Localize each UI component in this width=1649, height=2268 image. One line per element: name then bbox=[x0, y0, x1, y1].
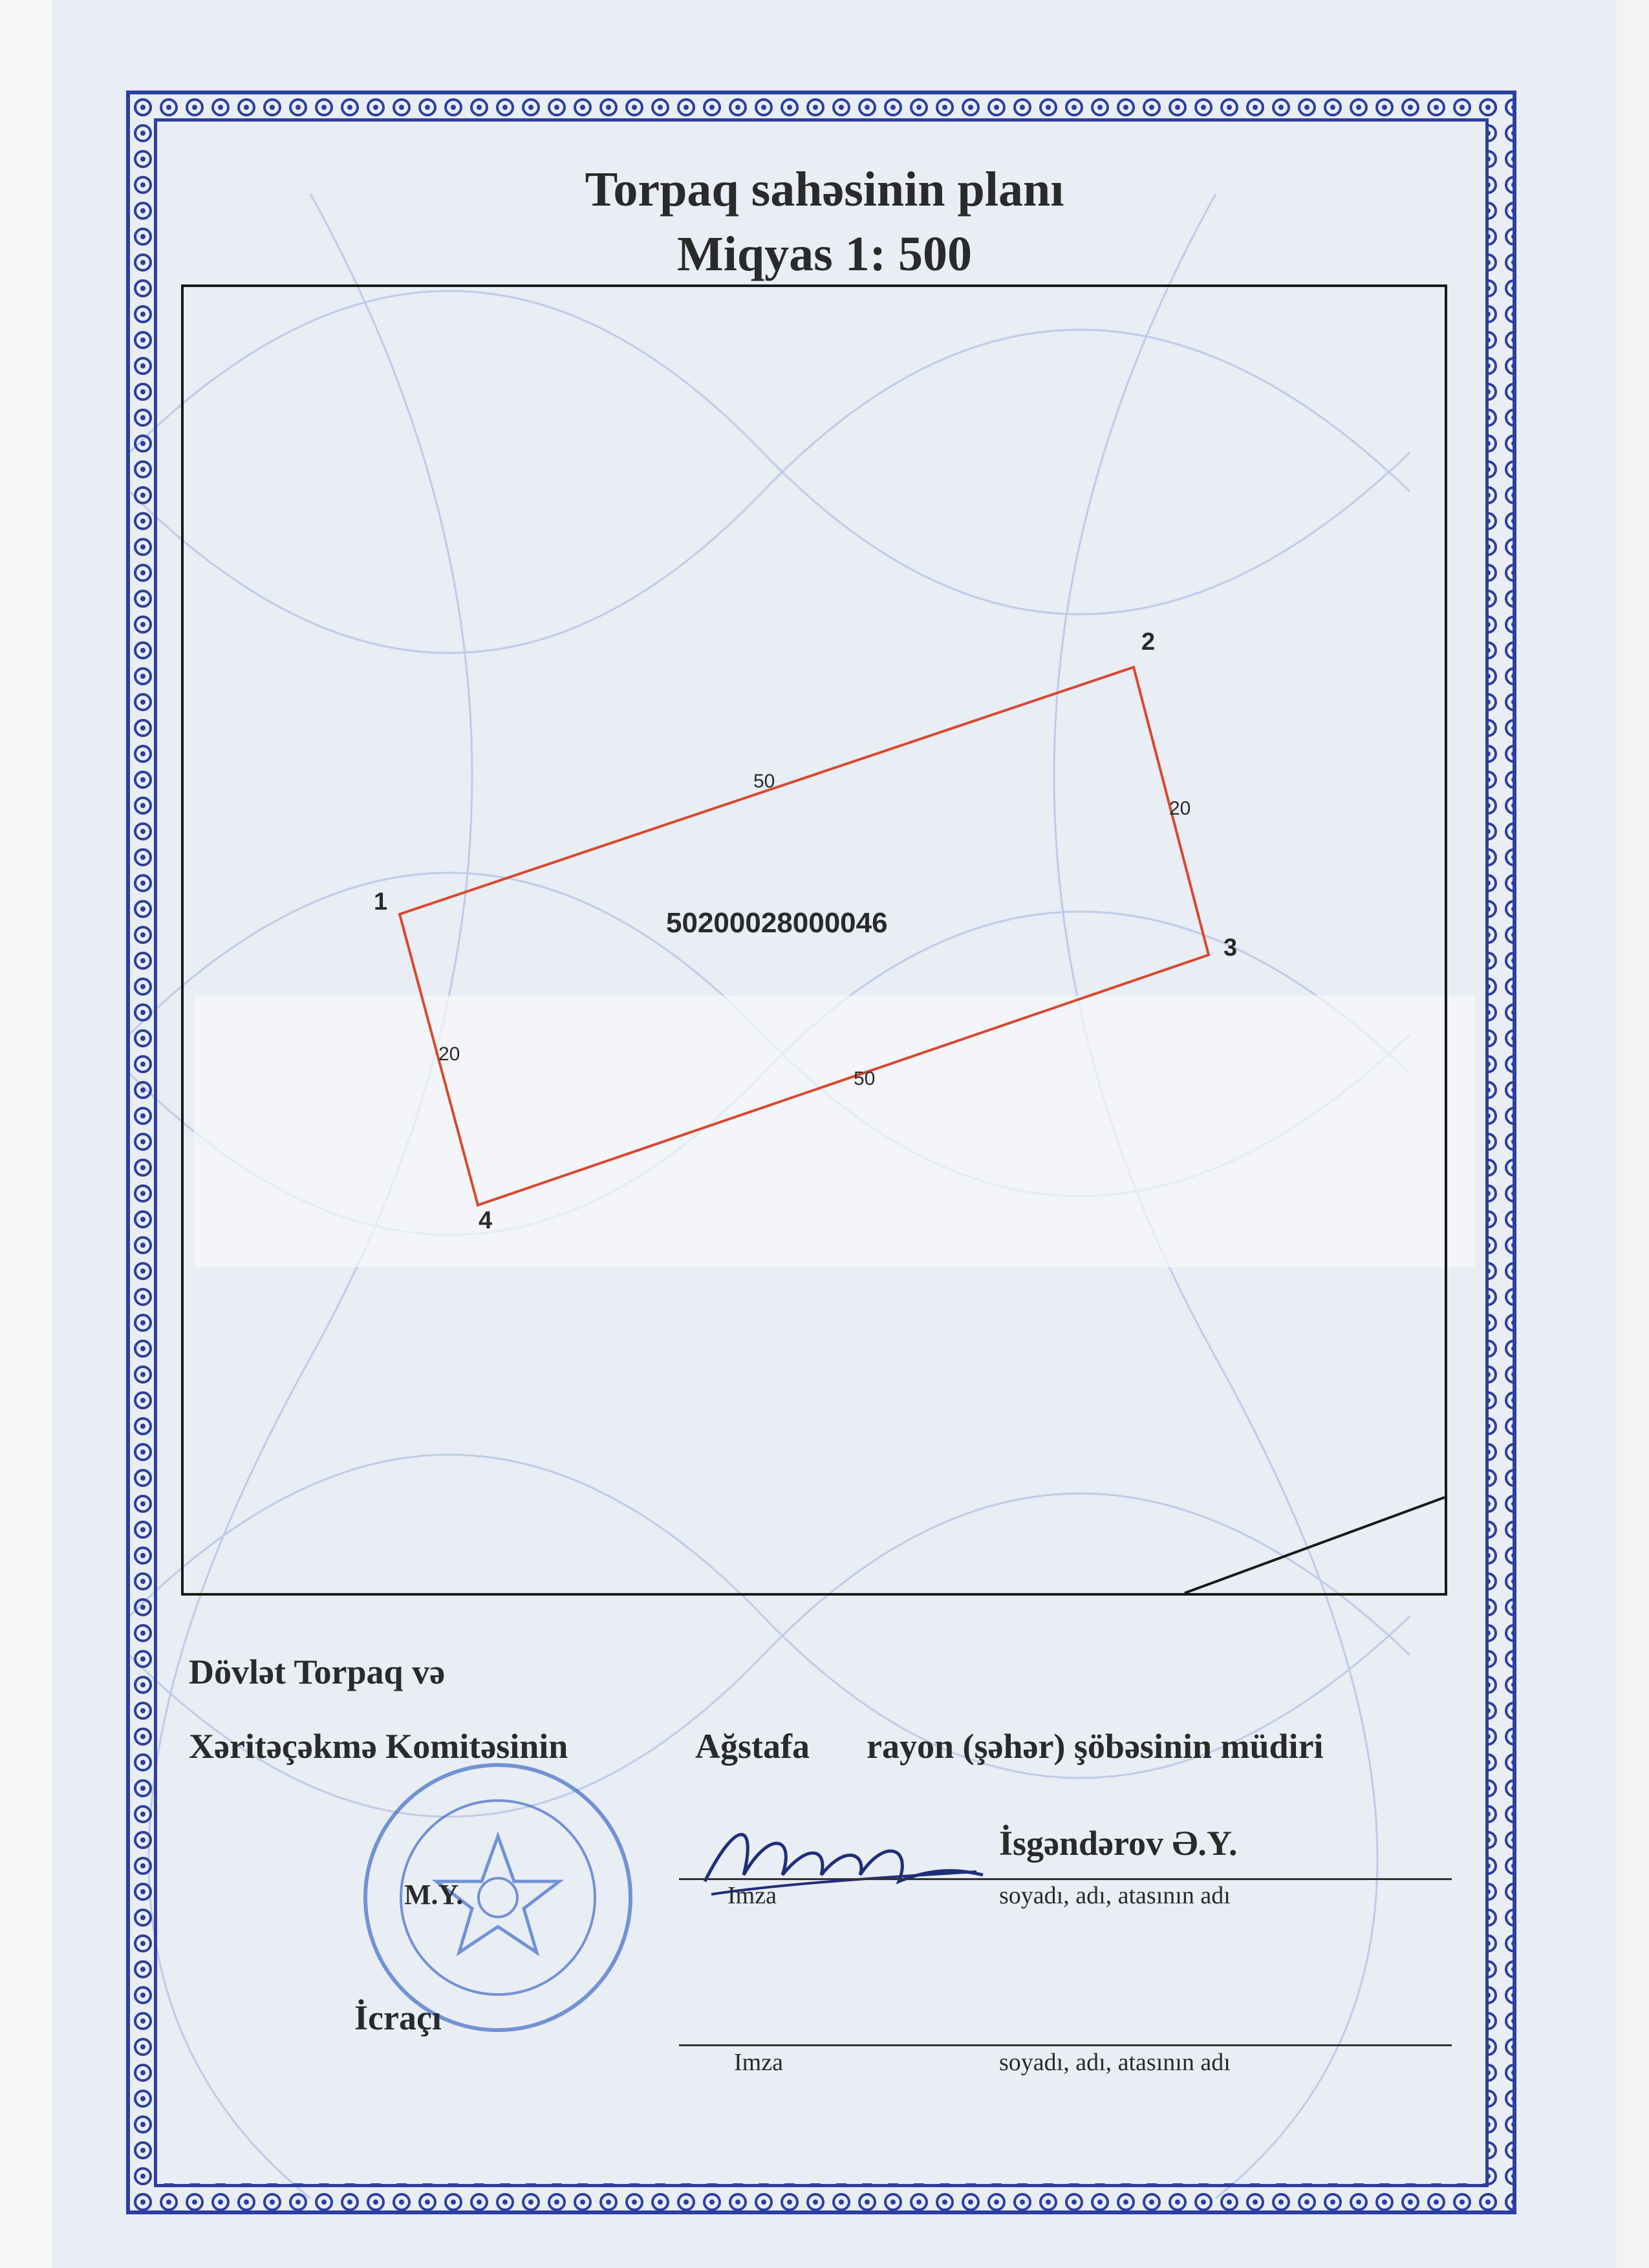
paper-margin bbox=[0, 0, 52, 2268]
corner-diagonal bbox=[1185, 1497, 1445, 1593]
committee-line-1: Dövlət Torpaq və bbox=[189, 1653, 446, 1691]
vertex-1-label: 1 bbox=[374, 888, 388, 915]
scale-label: Miqyas 1: 500 bbox=[677, 227, 972, 281]
vertex-2-label: 2 bbox=[1141, 628, 1156, 656]
document-title: Torpaq sahəsinin planı bbox=[585, 162, 1064, 217]
parcel-plan bbox=[181, 284, 1447, 1596]
side-length-top: 50 bbox=[753, 771, 775, 792]
name-caption-2: soyadı, adı, atasının adı bbox=[999, 2049, 1231, 2076]
side-length-left: 20 bbox=[438, 1043, 460, 1065]
side-length-right: 20 bbox=[1169, 798, 1191, 819]
name-caption-1: soyadı, adı, atasının adı bbox=[999, 1882, 1231, 1909]
vertex-3-label: 3 bbox=[1223, 934, 1238, 961]
official-stamp bbox=[359, 1759, 637, 2037]
signature-caption-1: Imza bbox=[727, 1882, 777, 1909]
side-length-bottom: 50 bbox=[854, 1068, 876, 1089]
district-name: Ağstafa bbox=[695, 1727, 810, 1766]
signature-caption-2: Imza bbox=[734, 2049, 783, 2076]
vertex-4-label: 4 bbox=[479, 1207, 493, 1234]
signature-line-1 bbox=[679, 1878, 1452, 1880]
director-name: İsgəndərov Ə.Y. bbox=[999, 1824, 1238, 1863]
department-title: rayon (şəhər) şöbəsinin müdiri bbox=[867, 1727, 1324, 1766]
committee-line-2: Xəritəçəkmə Komitəsinin bbox=[189, 1727, 568, 1766]
signature-line-2 bbox=[679, 2044, 1452, 2046]
stamp-label: M.Y. bbox=[404, 1879, 464, 1910]
parcel-id: 50200028000046 bbox=[666, 907, 888, 939]
executor-label: İcraçı bbox=[354, 1998, 442, 2037]
